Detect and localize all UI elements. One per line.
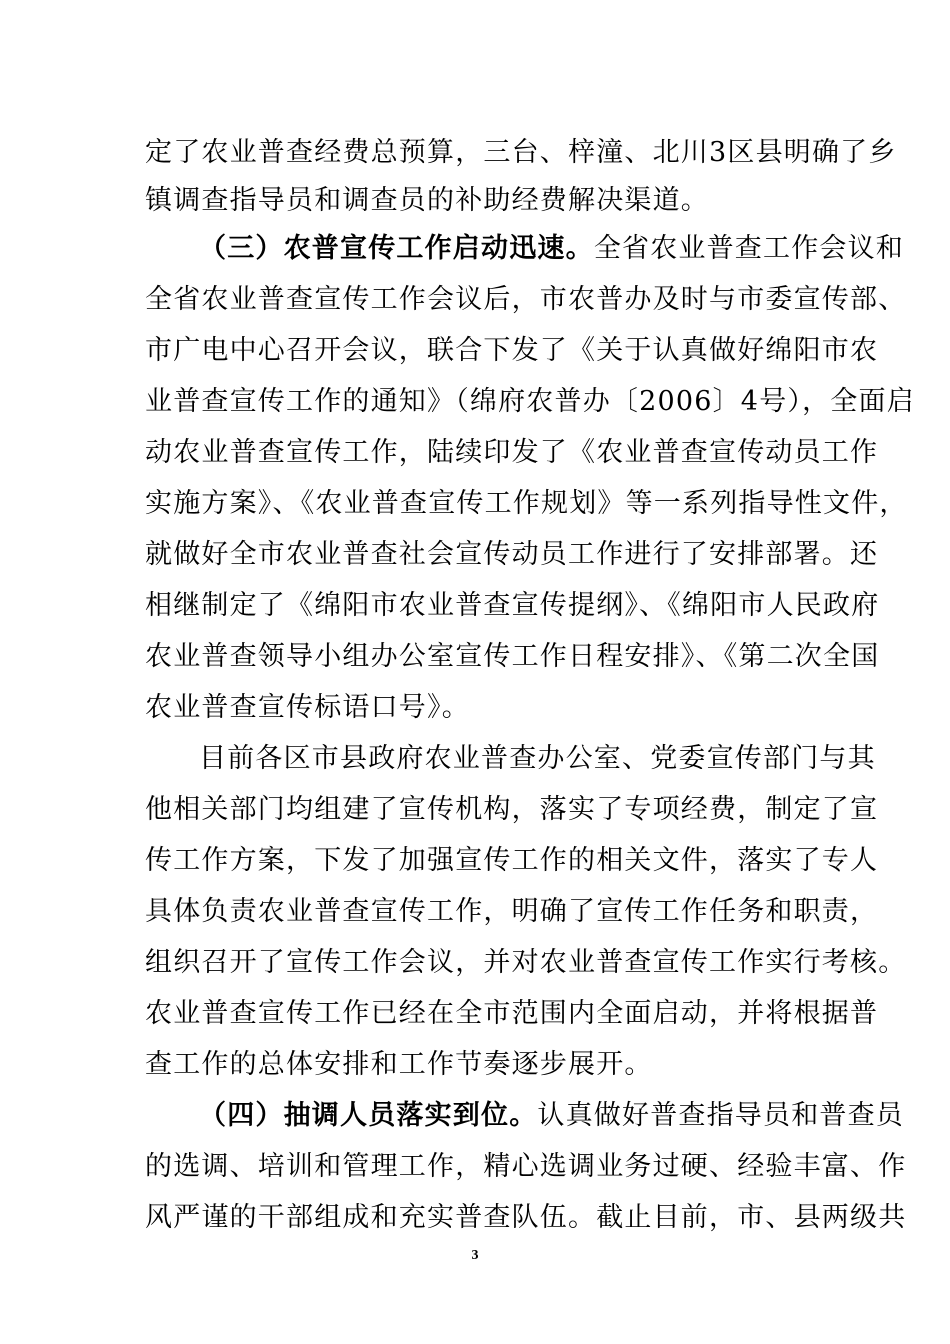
body-line: 农业普查宣传工作已经在全市范围内全面启动，并将根据普 [145, 998, 879, 1029]
body-line: 相继制定了《绵阳市农业普查宣传提纲》、《绵阳市人民政府 [145, 590, 880, 621]
body-line: 查工作的总体安排和工作节奏逐步展开。 [145, 1049, 653, 1080]
body-line: 农业普查领导小组办公室宣传工作日程安排》、《第二次全国 [145, 641, 880, 672]
body-line: 定了农业普查经费总预算，三台、梓潼、北川3区县明确了乡 [145, 137, 897, 168]
section-three-first-line-text: 全省农业普查工作会议和 [593, 233, 905, 264]
body-line: 传工作方案，下发了加强宣传工作的相关文件，落实了专人 [145, 845, 879, 876]
body-line: 动农业普查宣传工作，陆续印发了《农业普查宣传动员工作 [145, 437, 879, 468]
body-line: 具体负责农业普查宣传工作，明确了宣传工作任务和职责， [145, 896, 879, 927]
page-number: 3 [471, 1248, 479, 1263]
body-line: 就做好全市农业普查社会宣传动员工作进行了安排部署。还 [145, 539, 879, 570]
body-line: 全省农业普查宣传工作会议后，市农普办及时与市委宣传部、 [145, 284, 907, 315]
body-line: 实施方案》、《农业普查宣传工作规划》等一系列指导性文件， [145, 488, 908, 519]
body-line: 组织召开了宣传工作会议，并对农业普查宣传工作实行考核。 [145, 947, 907, 978]
section-heading-three: （三）农普宣传工作启动迅速。 [199, 233, 594, 264]
body-line: 的选调、培训和管理工作，精心选调业务过硬、经验丰富、作 [145, 1151, 907, 1182]
section-three-first-line [199, 229, 905, 269]
section-heading-four: （四）抽调人员落实到位。 [199, 1100, 538, 1131]
body-line: 市广电中心召开会议，联合下发了《关于认真做好绵阳市农 [145, 335, 879, 366]
section-four-first-line-text: 认真做好普查指导员和普查员 [537, 1100, 905, 1131]
body-line: 风严谨的干部组成和充实普查队伍。截止目前，市、县两级共 [145, 1202, 907, 1233]
body-line: 农业普查宣传标语口号》。 [145, 692, 470, 723]
section-four-first-line [199, 1096, 905, 1136]
body-line: 他相关部门均组建了宣传机构，落实了专项经费，制定了宣 [145, 794, 879, 825]
body-line: 业普查宣传工作的通知》（绵府农普办〔2006〕4号），全面启 [145, 386, 915, 417]
body-line: 镇调查指导员和调查员的补助经费解决渠道。 [145, 185, 709, 216]
paragraph-first-line: 目前各区市县政府农业普查办公室、党委宣传部门与其 [199, 743, 876, 774]
